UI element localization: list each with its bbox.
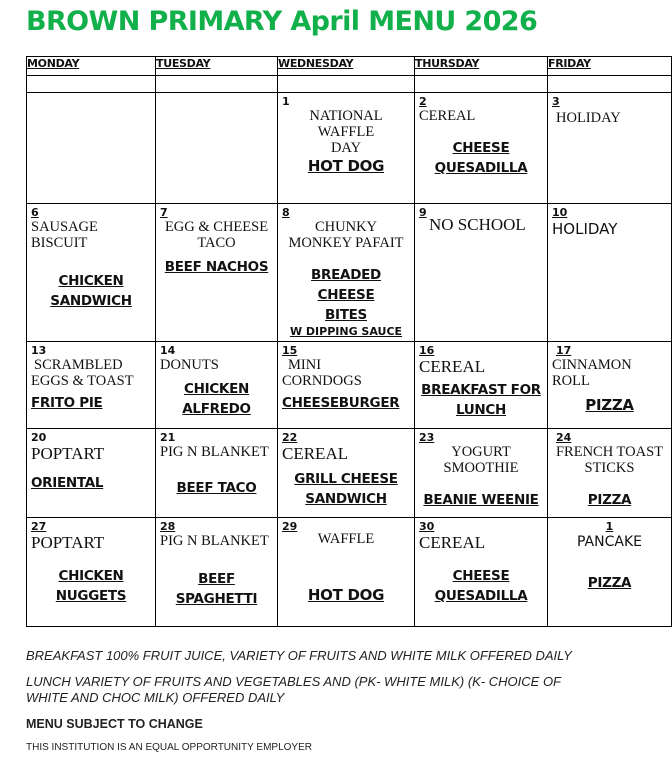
day-cell — [156, 518, 278, 627]
lunch-note: LUNCH VARIETY OF FRUITS AND VEGETABLES AND (PK- WHITE MILK) (K- CHOICE OF WHITE AND CHOC MILK) OFFERED DAILY — [26, 674, 561, 705]
breakfast-item: WAFFLE — [317, 124, 375, 140]
lunch-item: BEEF NACHOS — [164, 259, 269, 275]
menu-calendar — [26, 56, 672, 627]
day-cell — [27, 429, 156, 518]
breakfast-item: POPTART — [31, 533, 105, 552]
lunch-item: SANDWICH — [305, 491, 387, 507]
breakfast-item: DONUTS — [160, 357, 219, 373]
date-number: 17 — [556, 344, 572, 357]
breakfast-item: WAFFLE — [317, 531, 375, 547]
date-number: 2 — [419, 95, 427, 108]
lunch-item: BREADED CHEESE — [311, 267, 381, 303]
date-number: 21 — [160, 431, 176, 444]
lunch-item: PIZZA — [585, 396, 634, 414]
lunch-item: BEEF TACO — [176, 480, 257, 496]
breakfast-item: POPTART — [31, 444, 105, 463]
day-cell — [415, 342, 548, 429]
day-cell — [548, 518, 672, 627]
lunch-item: CHEESE — [452, 140, 510, 156]
breakfast-note: BREAKFAST 100% FRUIT JUICE, VARIETY OF FRUITS AND WHITE MILK OFFERED DAILY — [26, 648, 572, 663]
week-row — [27, 518, 672, 627]
day-cell — [415, 429, 548, 518]
date-number: 15 — [282, 344, 298, 357]
day-cell — [156, 204, 278, 342]
day-cell — [548, 342, 672, 429]
breakfast-item: BISCUIT — [31, 235, 88, 251]
day-cell — [278, 429, 415, 518]
breakfast-item: CINNAMON — [552, 357, 632, 373]
lunch-item: BEANIE WEENIE — [423, 492, 539, 508]
day-cell — [278, 93, 415, 204]
lunch-item: QUESADILLA — [434, 588, 528, 604]
breakfast-item: SAUSAGE — [31, 219, 98, 235]
lunch-item: PIZZA — [587, 575, 632, 591]
day-cell — [278, 518, 415, 627]
date-number: 8 — [282, 206, 290, 219]
date-number: 29 — [282, 520, 298, 533]
week-row — [27, 204, 672, 342]
week-row — [27, 342, 672, 429]
date-number: 6 — [31, 206, 39, 219]
date-number: 24 — [556, 431, 572, 444]
date-number: 3 — [552, 95, 560, 108]
day-cell — [27, 204, 156, 342]
lunch-item: NUGGETS — [55, 588, 127, 604]
day-cell — [156, 342, 278, 429]
day-cell — [548, 429, 672, 518]
page-title: BROWN PRIMARY April MENU 2026 — [26, 6, 538, 37]
day-cell — [27, 342, 156, 429]
breakfast-item: MINI — [288, 357, 322, 373]
breakfast-item: CEREAL — [419, 533, 486, 552]
lunch-item: PIZZA — [587, 492, 632, 508]
lunch-item: CHEESE — [452, 568, 510, 584]
lunch-item: CHICKEN — [58, 273, 124, 289]
date-number: 30 — [419, 520, 435, 533]
day-cell-empty — [156, 93, 278, 204]
lunch-item: SANDWICH — [50, 293, 132, 309]
lunch-item: HOT DOG — [307, 586, 385, 604]
breakfast-item: CEREAL — [419, 108, 476, 124]
date-number: 7 — [160, 206, 168, 219]
breakfast-item: DAY — [330, 140, 362, 156]
lunch-item: QUESADILLA — [434, 160, 528, 176]
breakfast-item: CEREAL — [282, 444, 349, 463]
breakfast-item: NATIONAL — [309, 108, 383, 124]
date-number: 14 — [160, 344, 176, 357]
date-number: 23 — [419, 431, 435, 444]
breakfast-item: PANCAKE — [577, 534, 642, 550]
menu-change-note: MENU SUBJECT TO CHANGE — [26, 717, 203, 731]
blank-row — [27, 76, 672, 93]
holiday-label: HOLIDAY — [556, 110, 621, 126]
week-row — [27, 429, 672, 518]
lunch-item: ALFREDO — [182, 401, 251, 417]
breakfast-item: EGGS & TOAST — [31, 373, 134, 389]
breakfast-item: CORNDOGS — [282, 373, 362, 389]
day-cell — [548, 93, 672, 204]
equal-opportunity-statement: THIS INSTITUTION IS AN EQUAL OPPORTUNITY EMPLOYER — [26, 742, 312, 753]
breakfast-item: FRENCH TOAST — [555, 444, 664, 460]
header-wednesday: WEDNESDAY — [278, 57, 415, 76]
breakfast-item: PIG N BLANKET — [160, 533, 269, 549]
breakfast-item: SCRAMBLED — [34, 357, 123, 373]
breakfast-item: ROLL — [552, 373, 590, 389]
day-cell — [27, 518, 156, 627]
lunch-item: BREAKFAST FOR — [421, 382, 541, 398]
lunch-item: HOT DOG — [307, 157, 385, 175]
date-number: 20 — [31, 431, 47, 444]
lunch-item: BITES — [325, 307, 367, 323]
date-number: 9 — [419, 206, 427, 219]
day-cell — [415, 518, 548, 627]
lunch-item: GRILL CHEESE — [294, 471, 398, 487]
lunch-item: SPAGHETTI — [175, 591, 258, 607]
lunch-item: CHEESEBURGER — [282, 395, 400, 411]
breakfast-item: YOGURT — [451, 444, 511, 460]
header-thursday: THURSDAY — [415, 57, 548, 76]
day-cell — [548, 204, 672, 342]
no-school-label: NO SCHOOL — [429, 215, 526, 234]
breakfast-item: CEREAL — [419, 357, 486, 376]
lunch-item: CHICKEN — [58, 568, 124, 584]
week-row — [27, 93, 672, 204]
day-cell — [278, 204, 415, 342]
lunch-item: BEEF — [198, 571, 235, 587]
date-number: 13 — [31, 344, 47, 357]
date-number: 1 — [605, 520, 614, 533]
breakfast-item: SMOOTHIE — [443, 460, 519, 476]
day-header-row — [27, 57, 672, 76]
date-number: 28 — [160, 520, 176, 533]
lunch-item: CHICKEN — [183, 381, 250, 397]
day-cell — [415, 93, 548, 204]
lunch-item: FRITO PIE — [31, 395, 103, 411]
header-monday: MONDAY — [27, 57, 156, 76]
day-cell — [415, 204, 548, 342]
date-number: 27 — [31, 520, 47, 533]
date-number: 22 — [282, 431, 298, 444]
header-tuesday: TUESDAY — [156, 57, 278, 76]
breakfast-item: STICKS — [584, 460, 635, 476]
day-cell-empty — [27, 93, 156, 204]
date-number: 16 — [419, 344, 435, 357]
lunch-item: ORIENTAL — [31, 475, 104, 491]
date-number: 10 — [552, 206, 568, 219]
breakfast-item: MONKEY PAFAIT — [288, 235, 404, 251]
lunch-note: W DIPPING SAUCE — [289, 325, 403, 338]
breakfast-item: TACO — [197, 235, 236, 251]
lunch-item: LUNCH — [455, 402, 507, 418]
date-number: 1 — [282, 95, 290, 108]
day-cell — [156, 429, 278, 518]
breakfast-item: EGG & CHEESE — [164, 219, 269, 235]
header-friday: FRIDAY — [548, 57, 672, 76]
breakfast-item: PIG N BLANKET — [160, 444, 269, 460]
day-cell — [278, 342, 415, 429]
holiday-label: HOLIDAY — [552, 220, 618, 238]
breakfast-item: CHUNKY — [314, 219, 378, 235]
